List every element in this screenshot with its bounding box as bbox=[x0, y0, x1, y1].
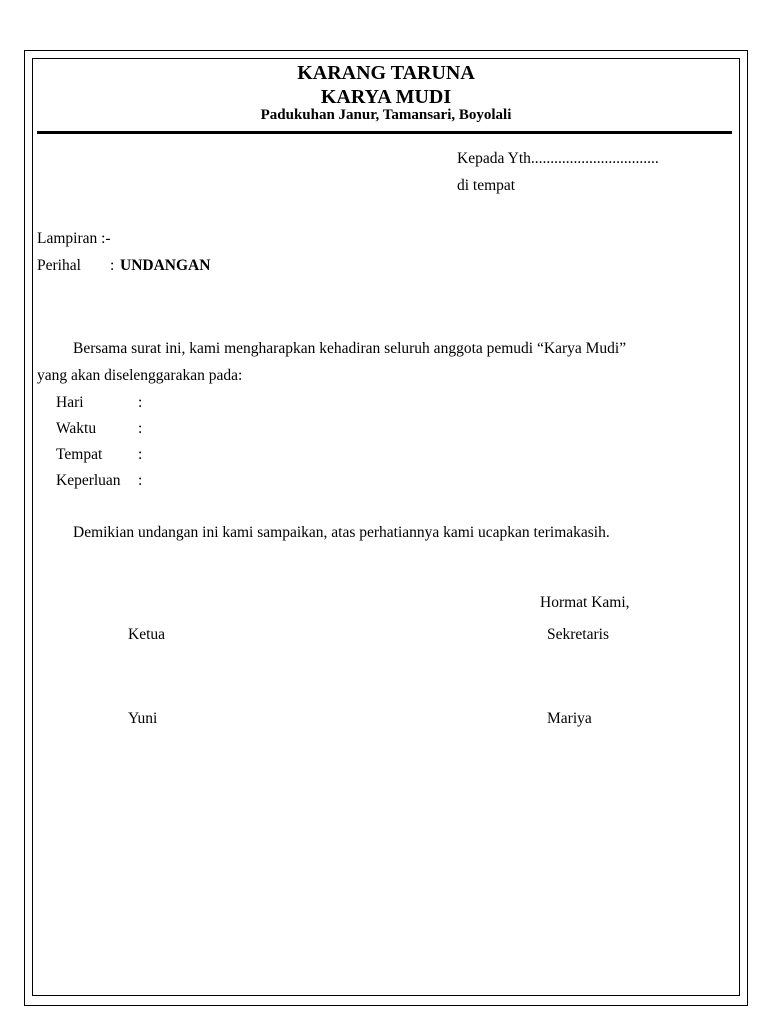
detail-colon: : bbox=[138, 420, 143, 437]
subject-value: UNDANGAN bbox=[120, 257, 211, 274]
header-divider bbox=[37, 131, 732, 134]
detail-label-time: Waktu bbox=[56, 420, 97, 437]
subject-label: Perihal bbox=[37, 257, 81, 274]
detail-colon: : bbox=[138, 394, 143, 411]
signer-left-title: Ketua bbox=[128, 626, 166, 643]
detail-label-place: Tempat bbox=[56, 446, 103, 463]
closing-paragraph: Demikian undangan ini kami sampaikan, atas perhatiannya kami ucapkan terimakasih. bbox=[73, 524, 610, 541]
salutation: Hormat Kami, bbox=[540, 594, 630, 611]
org-name: KARANG TARUNA bbox=[297, 62, 475, 84]
attachment-line: Lampiran :- bbox=[37, 230, 111, 247]
signer-right-name: Mariya bbox=[547, 710, 592, 727]
detail-colon: : bbox=[138, 472, 143, 489]
signer-left-name: Yuni bbox=[128, 710, 158, 727]
unit-name: KARYA MUDI bbox=[320, 86, 452, 108]
detail-colon: : bbox=[138, 446, 143, 463]
recipient-line: Kepada Yth................................. bbox=[457, 150, 659, 167]
recipient-place: di tempat bbox=[457, 177, 516, 194]
detail-label-day: Hari bbox=[56, 394, 84, 411]
body-line-1: Bersama surat ini, kami mengharapkan kehadiran seluruh anggota pemudi “Karya Mudi” bbox=[73, 340, 627, 357]
address: Padukuhan Janur, Tamansari, Boyolali bbox=[260, 107, 512, 123]
signer-right-title: Sekretaris bbox=[547, 626, 609, 643]
detail-label-purpose: Keperluan bbox=[56, 472, 121, 489]
subject-colon: : bbox=[110, 257, 115, 274]
body-line-2: yang akan diselenggarakan pada: bbox=[37, 367, 243, 384]
